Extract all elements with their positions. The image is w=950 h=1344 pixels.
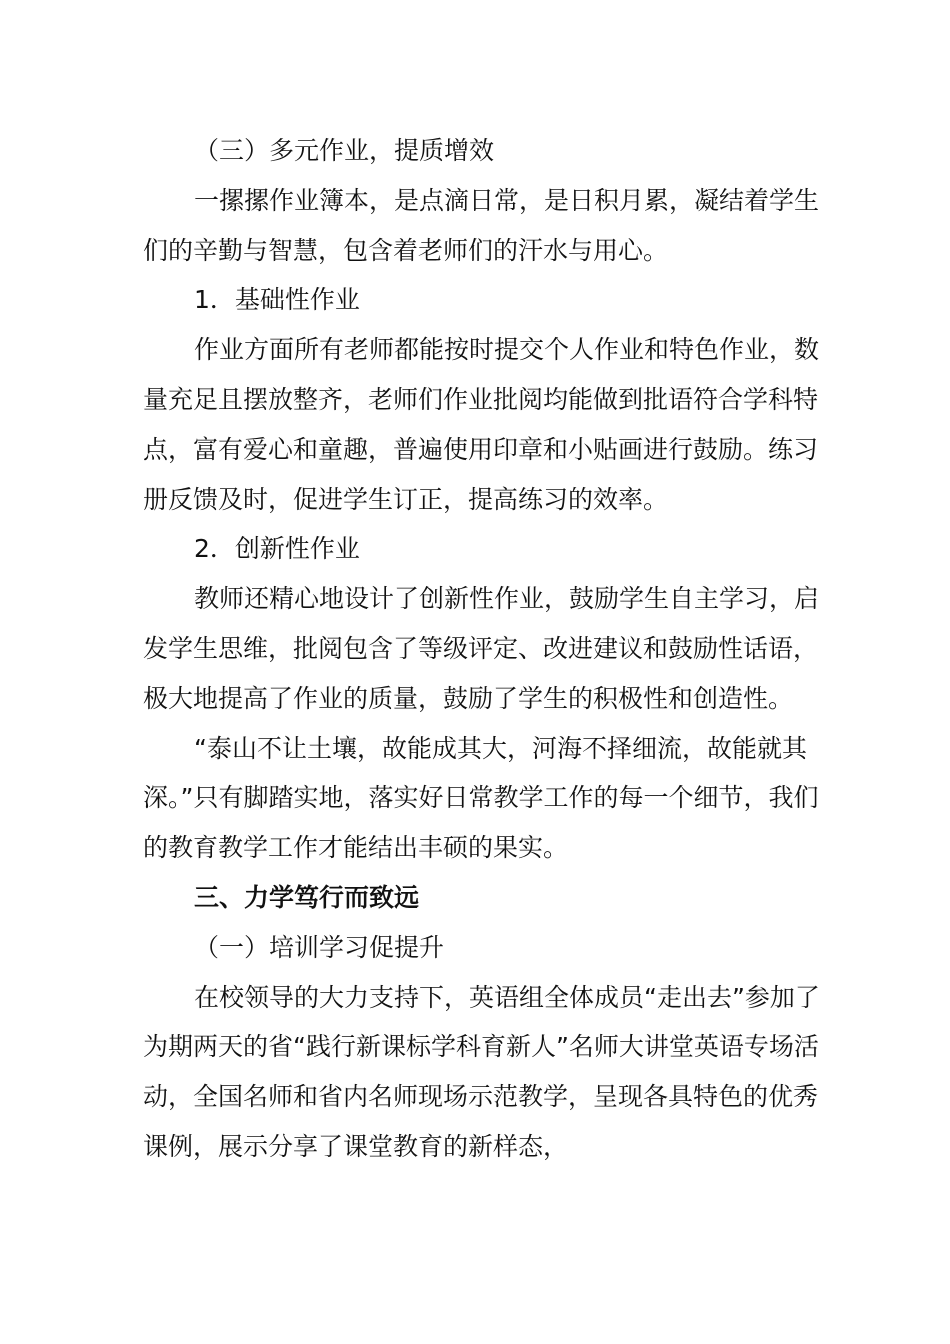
- paragraph-training: 在校领导的大力支持下，英语组全体成员“走出去”参加了为期两天的省“践行新课标学科育新人”名师大讲堂英语专场活动，全国名师和省内名师现场示范教学，呈现各具特色的优秀课例，展示分享了课堂教育的新样态，: [143, 982, 820, 1161]
- section-heading-three: 三、力学笃行而致远: [194, 882, 420, 912]
- subsection-heading-homework: （三）多元作业，提质增效: [194, 136, 495, 165]
- item-heading-innovative-homework: 2．创新性作业: [194, 534, 360, 564]
- paragraph-homework-intro: 一摞摞作业簿本，是点滴日常，是日积月累，凝结着学生们的辛勤与智慧，包含着老师们的汗水与用心。: [143, 185, 820, 265]
- document-body: [143, 126, 823, 1172]
- item-heading-basic-homework: 1．基础性作业: [194, 285, 360, 315]
- paragraph-quote-conclusion: “泰山不让土壤，故能成其大，河海不择细流，故能就其深。”只有脚踏实地，落实好日常教学工作的每一个细节，我们的教育教学工作才能结出丰硕的果实。: [143, 733, 819, 863]
- paragraph-basic-homework: 作业方面所有老师都能按时提交个人作业和特色作业，数量充足且摆放整齐，老师们作业批阅均能做到批语符合学科特点，富有爱心和童趣，普遍使用印章和小贴画进行鼓励。练习册反馈及时，促进学生订正，提高练习的效率。: [143, 335, 820, 514]
- paragraph-innovative-homework: 教师还精心地设计了创新性作业，鼓励学生自主学习，启发学生思维，批阅包含了等级评定、改进建议和鼓励性话语，极大地提高了作业的质量，鼓励了学生的积极性和创造性。: [143, 584, 820, 713]
- subsection-heading-training: （一）培训学习促提升: [194, 932, 445, 962]
